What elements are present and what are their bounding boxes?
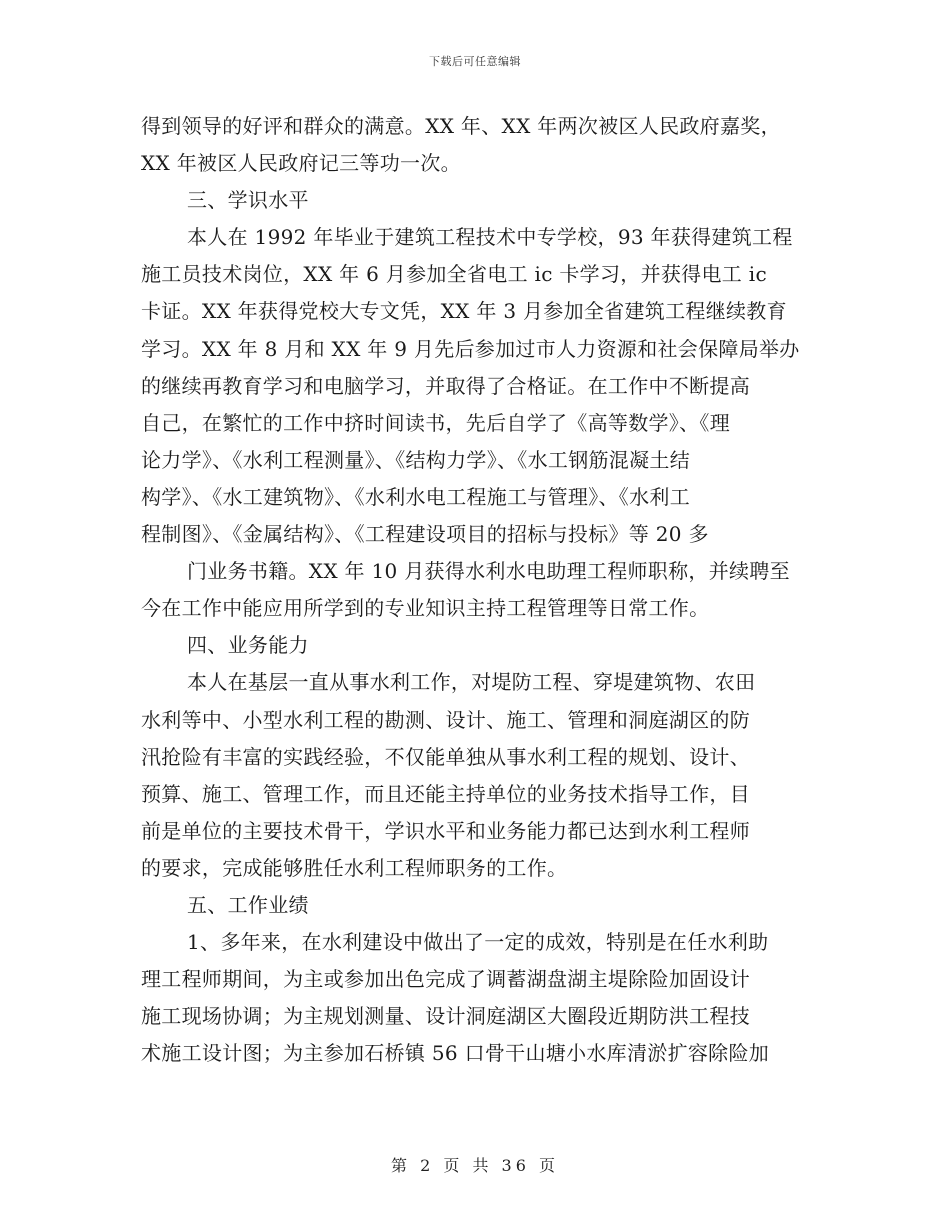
text-line: 水利等中、小型水利工程的勘测、设计、施工、管理和洞庭湖区的防 bbox=[141, 707, 750, 732]
text-line: 的要求，完成能够胜任水利工程师职务的工作。 bbox=[141, 855, 568, 880]
text-line: 本人在 1992 年毕业于建筑工程技术中专学校，93 年获得建筑工程 bbox=[187, 225, 793, 250]
page-footer: 第 2 页 共 36 页 bbox=[391, 1156, 559, 1175]
text-line: 预算、施工、管理工作，而且还能主持单位的业务技术指导工作，目 bbox=[141, 781, 750, 806]
text-line: 的继续再教育学习和电脑学习，并取得了合格证。在工作中不断提高 bbox=[141, 373, 750, 398]
text-line: 卡证。XX 年获得党校大专文凭，XX 年 3 月参加全省建筑工程继续教育 bbox=[141, 299, 787, 324]
text-line: 门业务书籍。XX 年 10 月获得水利水电助理工程师职称，并续聘至 bbox=[187, 559, 790, 584]
text-line: 五、工作业绩 bbox=[187, 892, 309, 917]
text-line: 学习。XX 年 8 月和 XX 年 9 月先后参加过市人力资源和社会保障局举办 bbox=[141, 336, 800, 361]
text-line: 施工员技术岗位，XX 年 6 月参加全省电工 ic 卡学习，并获得电工 ic bbox=[141, 262, 767, 287]
text-line: 施工现场协调；为主规划测量、设计洞庭湖区大圈段近期防洪工程技 bbox=[141, 1004, 750, 1029]
text-line: 今在工作中能应用所学到的专业知识主持工程管理等日常工作。 bbox=[141, 596, 710, 621]
text-line: 理工程师期间，为主或参加出色完成了调蓄湖盘湖主堤除险加固设计 bbox=[141, 967, 750, 992]
text-line: 论力学》、《水利工程测量》、《结构力学》、《水工钢筋混凝土结 bbox=[141, 447, 690, 472]
text-line: 自己，在繁忙的工作中挤时间读书，先后自学了《高等数学》、《理 bbox=[141, 410, 730, 435]
document-body bbox=[141, 108, 813, 1072]
page-header: 下载后可任意编辑 bbox=[429, 55, 521, 68]
text-line: 三、学识水平 bbox=[187, 188, 309, 213]
text-line: XX 年被区人民政府记三等功一次。 bbox=[141, 151, 461, 176]
text-line: 得到领导的好评和群众的满意。XX 年、XX 年两次被区人民政府嘉奖， bbox=[141, 114, 781, 138]
text-line: 四、业务能力 bbox=[187, 633, 309, 658]
text-line: 构学》、《水工建筑物》、《水利水电工程施工与管理》、《水利工 bbox=[141, 484, 690, 509]
text-line: 本人在基层一直从事水利工作，对堤防工程、穿堤建筑物、农田 bbox=[187, 670, 756, 695]
text-line: 程制图》、《金属结构》、《工程建设项目的招标与投标》等 20 多 bbox=[141, 522, 709, 547]
text-line: 术施工设计图；为主参加石桥镇 56 口骨干山塘小水库清淤扩容除险加 bbox=[141, 1041, 770, 1066]
text-line: 前是单位的主要技术骨干，学识水平和业务能力都已达到水利工程师 bbox=[141, 818, 750, 843]
text-line: 1、多年来，在水利建设中做出了一定的成效，特别是在任水利助 bbox=[187, 930, 769, 955]
text-line: 汛抢险有丰富的实践经验，不仅能单独从事水利工程的规划、设计、 bbox=[141, 744, 750, 769]
